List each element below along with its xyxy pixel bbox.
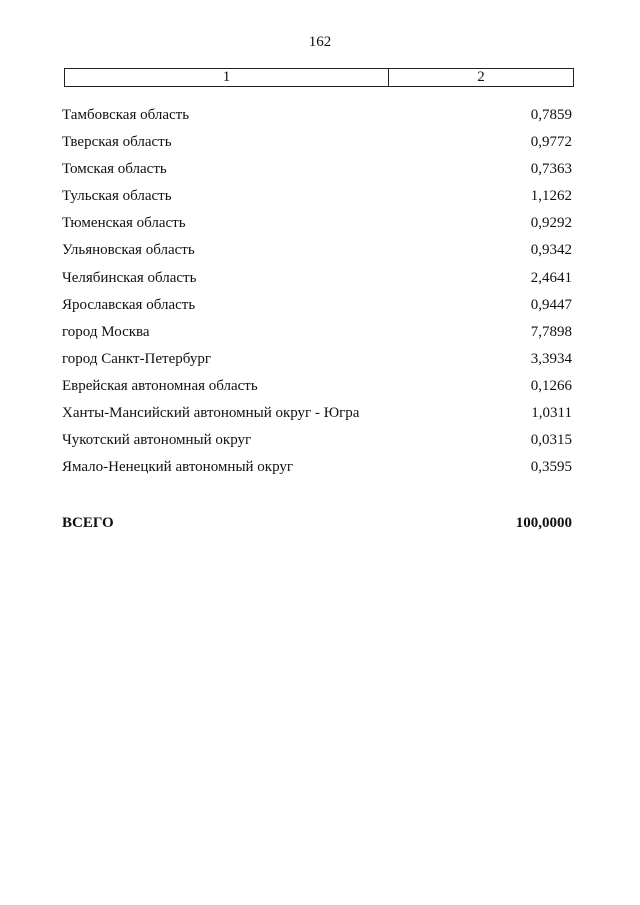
region-name: Ульяновская область: [62, 242, 195, 259]
table-row: [62, 429, 572, 456]
region-value: 0,9292: [530, 215, 572, 232]
region-name: Ямало-Ненецкий автономный округ: [62, 459, 294, 476]
table-row: [62, 321, 572, 348]
region-name: Чукотский автономный округ: [62, 432, 252, 449]
region-value: 3,3934: [530, 350, 572, 367]
region-name: Тамбовская область: [62, 107, 190, 123]
total-label: ВСЕГО: [62, 515, 114, 531]
region-name: Тюменская область: [62, 215, 186, 232]
table-row: [62, 212, 572, 239]
page-number: 162: [308, 34, 332, 50]
region-table: [62, 104, 572, 483]
region-value: 0,1266: [530, 377, 572, 394]
table-row: [62, 239, 572, 266]
region-name: Челябинская область: [62, 269, 197, 286]
region-value: 0,3595: [530, 459, 572, 476]
region-name: Тверская область: [62, 134, 172, 151]
region-name: город Москва: [62, 323, 150, 340]
column-1-header: 1: [65, 69, 389, 86]
table-header: [64, 68, 574, 87]
table-row: [62, 131, 572, 158]
table-row: [62, 104, 572, 131]
region-value: 0,9447: [530, 296, 572, 313]
region-value: 0,9342: [530, 242, 572, 259]
region-value: 0,7859: [530, 107, 572, 123]
table-row: [62, 402, 572, 429]
region-name: город Санкт-Петербург: [62, 350, 211, 367]
table-row: [62, 348, 572, 375]
total-value: 100,0000: [515, 515, 572, 531]
table-row: [62, 158, 572, 185]
column-2-header: 2: [477, 69, 485, 85]
table-row: [62, 267, 572, 294]
region-value: 1,1262: [530, 188, 572, 205]
table-row: [62, 375, 572, 402]
total-row: [62, 512, 572, 534]
table-row: [62, 456, 572, 483]
region-value: 0,7363: [530, 161, 572, 178]
table-row: [62, 185, 572, 212]
region-value: 1,0311: [531, 405, 572, 422]
region-name: Тульская область: [62, 188, 172, 205]
region-value: 2,4641: [530, 269, 572, 286]
region-name: Ханты-Мансийский автономный округ - Югра: [62, 405, 360, 422]
region-name: Ярославская область: [62, 296, 196, 313]
region-name: Томская область: [62, 161, 167, 178]
region-value: 0,0315: [530, 432, 572, 449]
region-value: 0,9772: [530, 134, 572, 151]
region-name: Еврейская автономная область: [62, 377, 258, 394]
region-value: 7,7898: [530, 323, 572, 340]
table-row: [62, 294, 572, 321]
